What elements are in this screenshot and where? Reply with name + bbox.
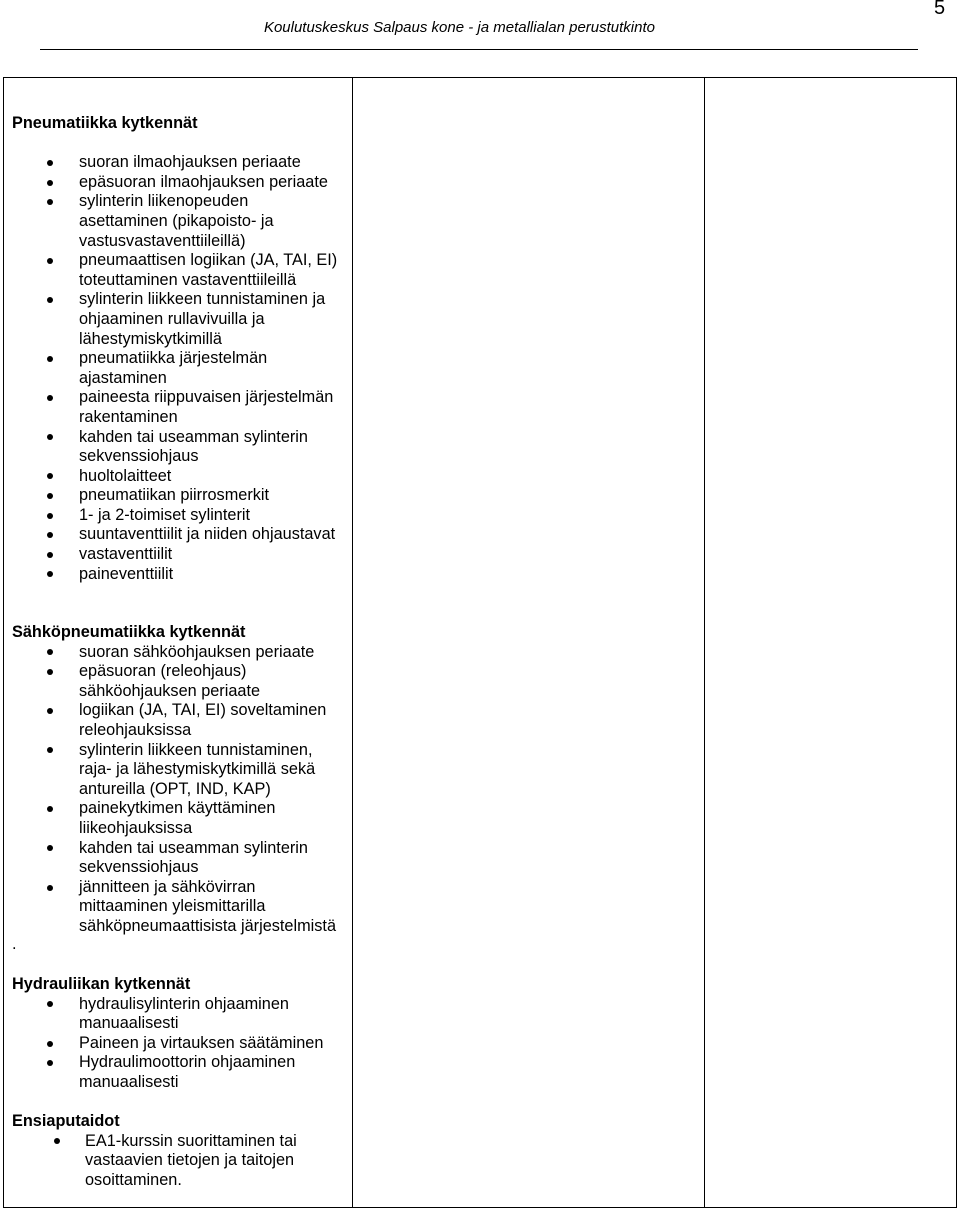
content-cell — [4, 78, 352, 1207]
list-item: suuntaventtiilit ja niiden ohjaustavat — [79, 525, 337, 545]
list-item: epäsuoran (releohjaus) sähköohjauksen periaate — [79, 662, 336, 701]
list-item: EA1-kurssin suorittaminen tai vastaavien tietojen ja taitojen osoittaminen. — [85, 1131, 297, 1189]
list-item: sylinterin liikkeen tunnistaminen, raja- ja lähestymiskytkimillä sekä antureilla (OPT, IND, KAP) — [79, 741, 336, 800]
list-item: huoltolaitteet — [79, 467, 337, 487]
list-item: Hydraulimoottorin ohjaaminen manuaalisesti — [79, 1053, 323, 1092]
section-sahkopneumatiikka — [12, 623, 336, 937]
topic-list — [12, 643, 336, 937]
section-hydrauliikka — [12, 975, 323, 1093]
section-heading: Pneumatiikka kytkennät — [12, 114, 198, 132]
section-heading: Hydrauliikan kytkennät — [12, 975, 191, 993]
list-item: logiikan (JA, TAI, EI) soveltaminen releohjauksissa — [79, 701, 336, 740]
list-item: suoran sähköohjauksen periaate — [79, 643, 336, 663]
list-item: 1- ja 2-toimiset sylinterit — [79, 506, 337, 526]
list-item: kahden tai useamman sylinterin sekvenssiohjaus — [79, 428, 337, 467]
empty-cell-middle — [353, 78, 704, 1207]
list-item: sylinterin liikenopeuden asettaminen (pikapoisto- ja vastusvastaventtiileillä) — [79, 192, 337, 251]
section-heading: Ensiaputaidot — [12, 1112, 120, 1130]
list-item: paineesta riippuvaisen järjestelmän rakentaminen — [79, 388, 337, 427]
section-heading: Sähköpneumatiikka kytkennät — [12, 623, 246, 641]
topic-list — [12, 995, 323, 1093]
list-item: pneumatiikka järjestelmän ajastaminen — [79, 349, 337, 388]
empty-cell-right — [705, 78, 956, 1207]
topic-list — [12, 153, 337, 584]
section-ensiaputaidot — [12, 1112, 297, 1190]
list-item: epäsuoran ilmaohjauksen periaate — [79, 173, 337, 193]
list-item: paineventtiilit — [79, 565, 337, 585]
checklist-table — [3, 77, 957, 1208]
list-item: suoran ilmaohjauksen periaate — [79, 153, 337, 173]
header-rule — [40, 49, 918, 50]
list-item: jännitteen ja sähkövirran mittaaminen yleismittarilla sähköpneumaattisista järjestelmistä — [79, 877, 337, 935]
list-item: pneumaattisen logiikan (JA, TAI, EI) toteuttaminen vastaventtiileillä — [79, 251, 338, 289]
list-item: pneumatiikan piirrosmerkit — [79, 486, 337, 506]
running-header: Koulutuskeskus Salpaus kone - ja metallialan perustutkinto — [263, 19, 655, 36]
topic-list — [12, 1132, 297, 1191]
list-item: sylinterin liikkeen tunnistaminen ja ohjaaminen rullavivuilla ja lähestymiskytkimillä — [79, 290, 337, 349]
section-pneumatiikka — [12, 114, 337, 584]
list-item: Paineen ja virtauksen säätäminen — [79, 1033, 324, 1052]
list-item: kahden tai useamman sylinterin sekvenssiohjaus — [79, 839, 336, 878]
list-item: painekytkimen käyttäminen liikeohjauksissa — [79, 799, 336, 838]
stray-period: . — [12, 935, 17, 953]
list-item: vastaventtiilit — [79, 545, 337, 565]
page-number: 5 — [934, 0, 946, 19]
list-item: hydraulisylinterin ohjaaminen manuaalisesti — [79, 995, 323, 1034]
